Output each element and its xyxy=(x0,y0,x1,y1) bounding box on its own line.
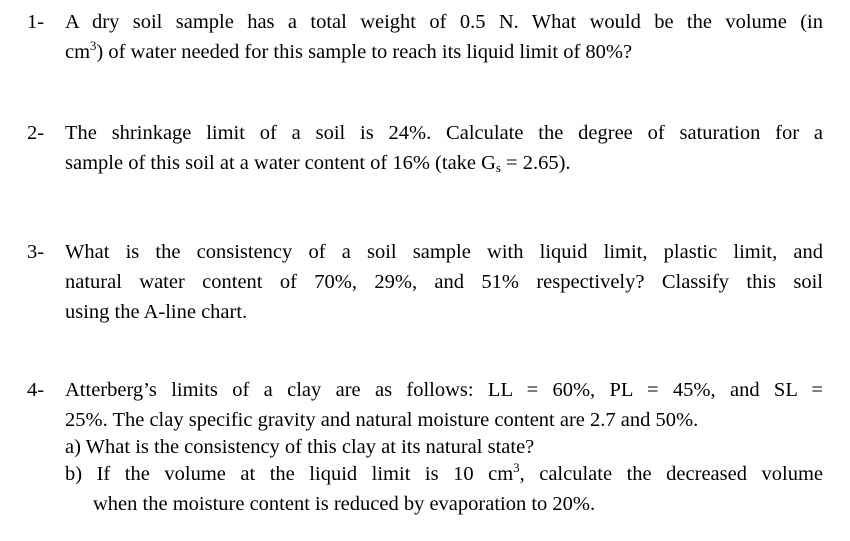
problem-number: 2- xyxy=(27,122,45,144)
text-fragment: sample of this soil at a water content of 16% (take G xyxy=(65,152,496,174)
problem-text-line: 25%. The clay specific gravity and natural moisture content are 2.7 and 50%. xyxy=(65,409,699,431)
text-fragment: b) If the volume at the liquid limit is 10 cm xyxy=(65,463,514,485)
problem-text-line: The shrinkage limit of a soil is 24%. Calculate the degree of saturation for a xyxy=(65,122,823,144)
superscript: 3 xyxy=(513,461,520,476)
problem-number: 1- xyxy=(27,11,45,33)
problem-number: 4- xyxy=(27,379,45,401)
problem-text-line: What is the consistency of a soil sample with liquid limit, plastic limit, and xyxy=(65,241,823,263)
text-fragment: = 2.65). xyxy=(500,152,571,174)
superscript: 3 xyxy=(90,39,97,54)
text-fragment: ) of water needed for this sample to reach its liquid limit of 80%? xyxy=(96,41,633,63)
text-fragment: cm xyxy=(65,41,91,63)
text-fragment: , calculate the decreased volume xyxy=(519,463,823,485)
subscript: s xyxy=(495,161,501,176)
problem-text-line xyxy=(65,148,571,178)
problem-number: 3- xyxy=(27,241,45,263)
problem-text-line: using the A-line chart. xyxy=(65,301,248,323)
problem-text-line: natural water content of 70%, 29%, and 51% respectively? Classify this soil xyxy=(65,271,823,293)
problem-text-line: Atterberg’s limits of a clay are as follows: LL = 60%, PL = 45%, and SL = xyxy=(65,379,823,401)
problem-part-b xyxy=(65,459,823,489)
problem-part-b-continued: when the moisture content is reduced by evaporation to 20%. xyxy=(93,493,596,515)
problem-text-line xyxy=(65,37,632,67)
problem-part-a: a) What is the consistency of this clay at its natural state? xyxy=(65,436,535,458)
problem-text-line: A dry soil sample has a total weight of 0.5 N. What would be the volume (in xyxy=(65,11,823,33)
